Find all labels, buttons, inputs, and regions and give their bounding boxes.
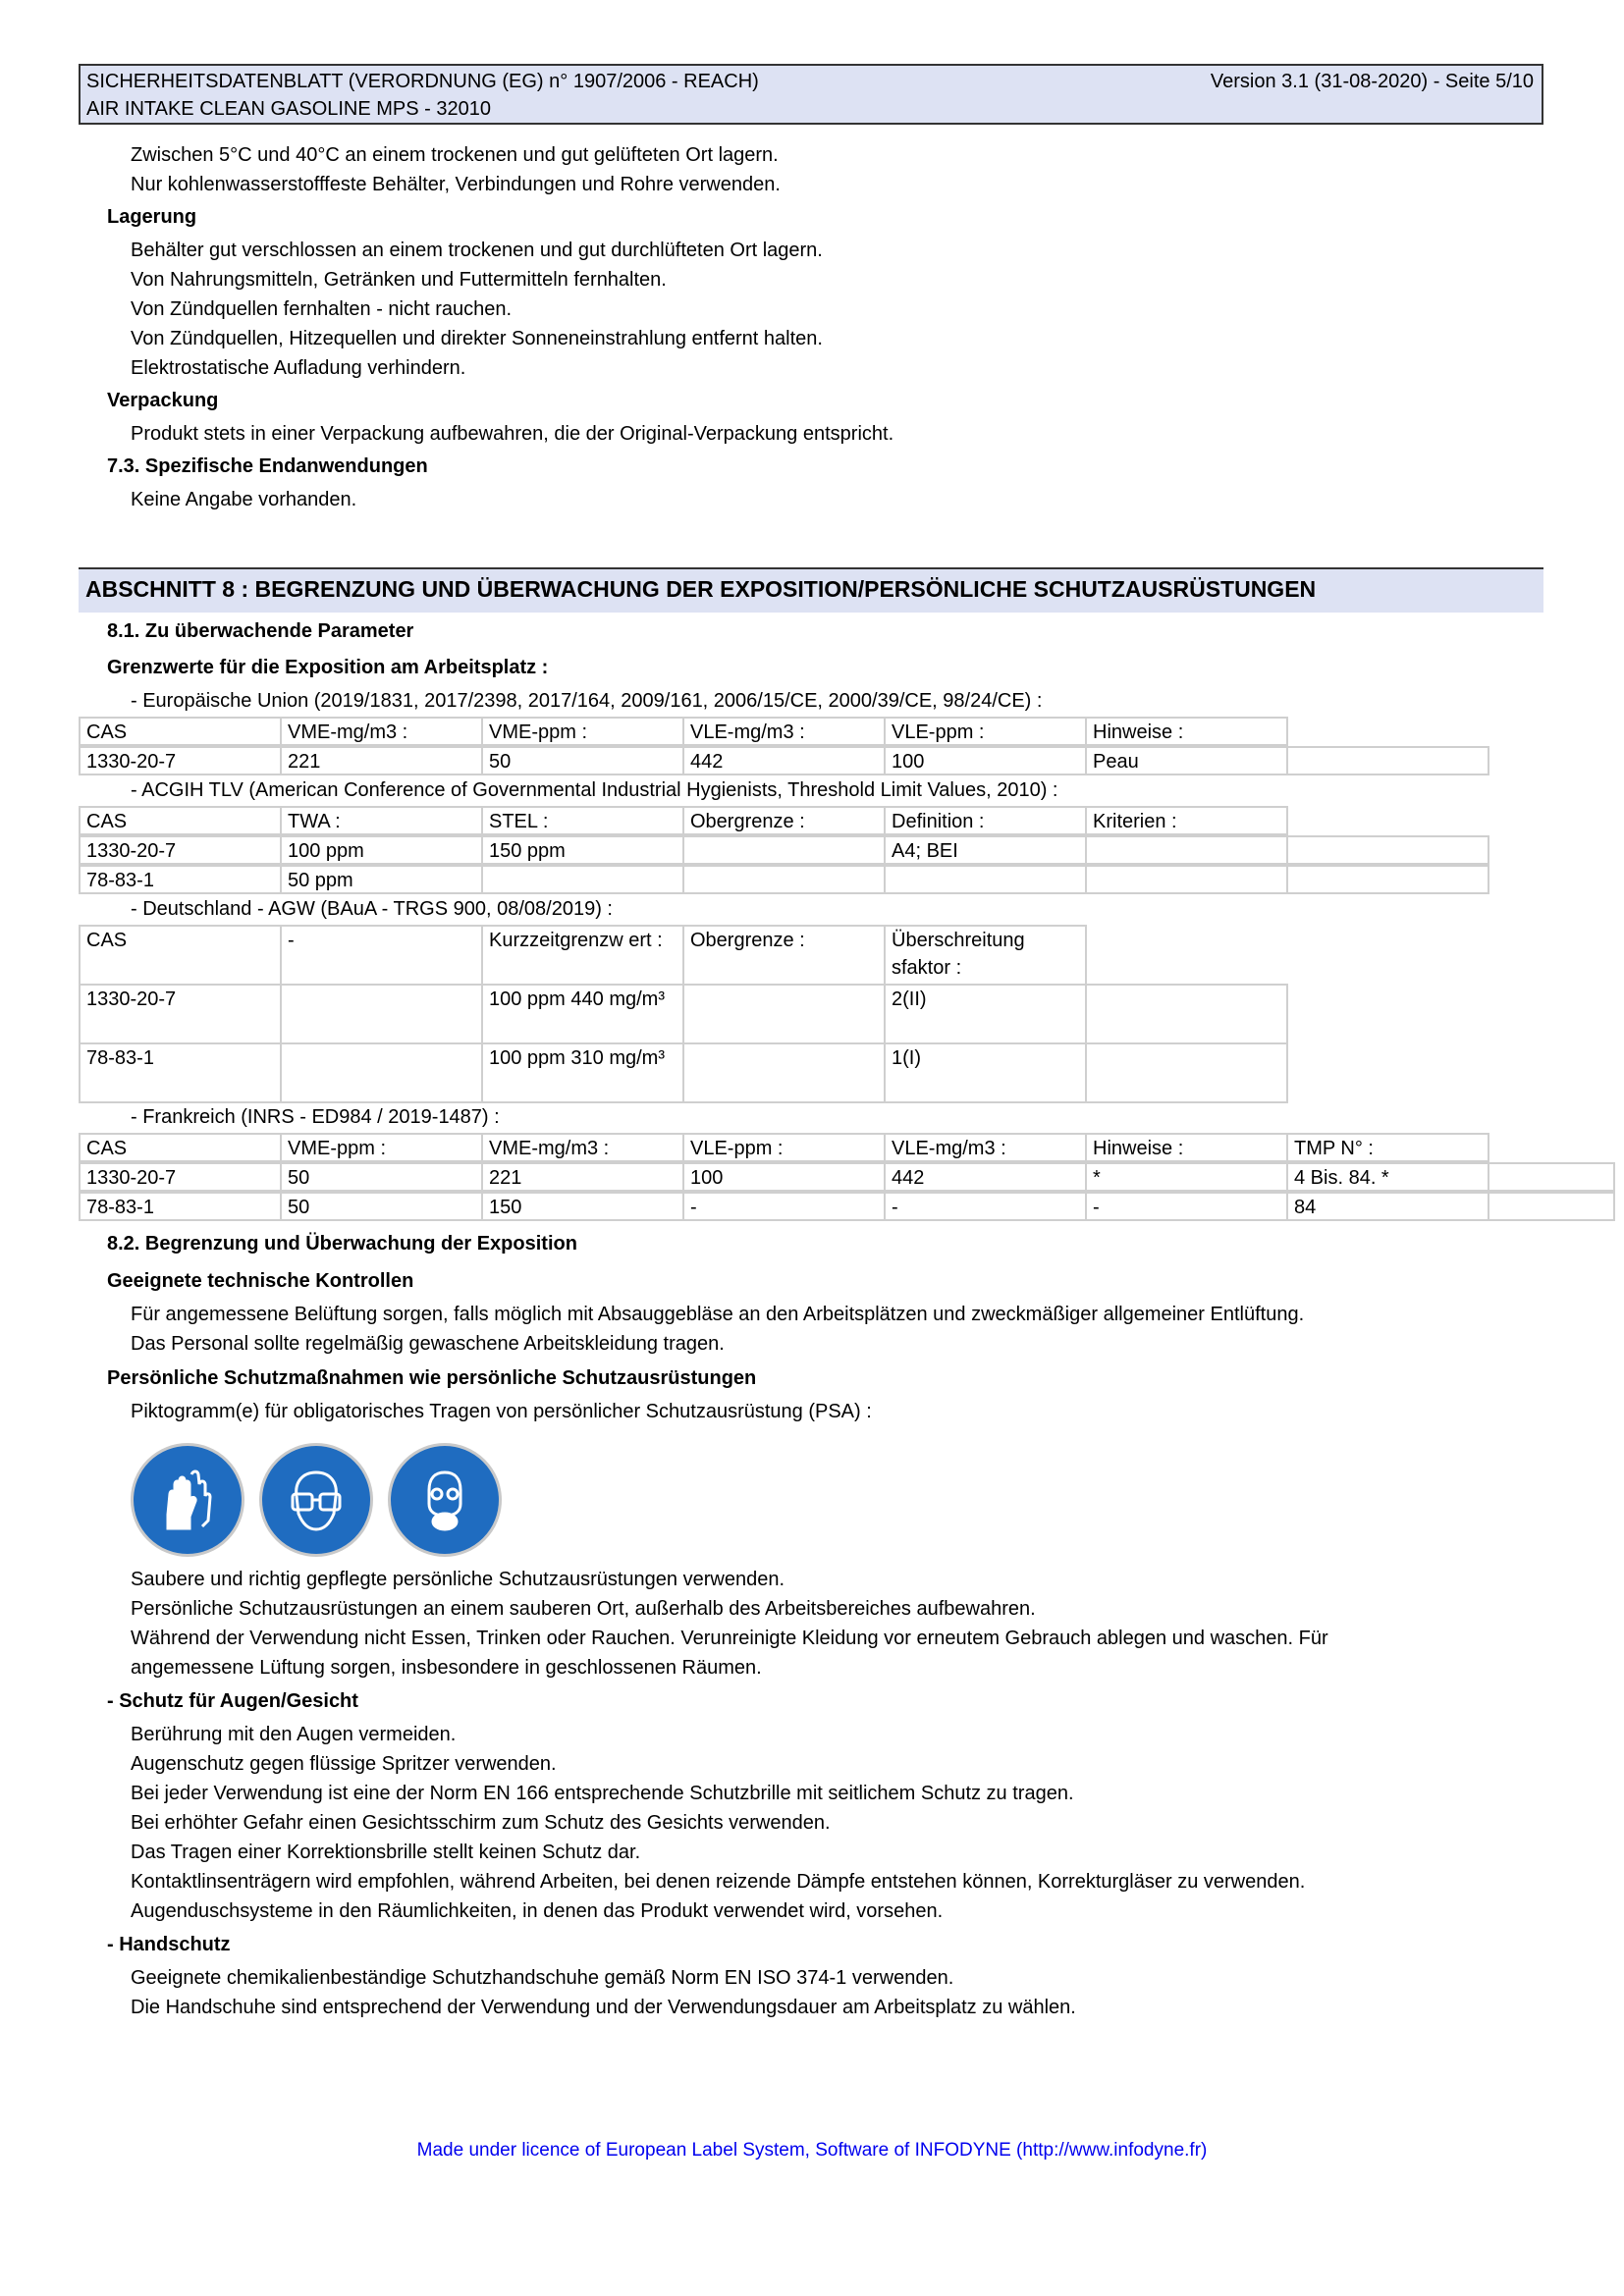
document-title: SICHERHEITSDATENBLATT (VERORDNUNG (EG) n° 1907/2006 - REACH) bbox=[86, 71, 759, 92]
table-cell bbox=[1488, 1192, 1615, 1221]
table-header-cell: Obergrenze : bbox=[682, 806, 886, 835]
table-header-cell: Kriterien : bbox=[1085, 806, 1288, 835]
table-cell bbox=[280, 1042, 483, 1103]
table-header-cell: CAS bbox=[79, 806, 282, 835]
body-line: Nur kohlenwasserstofffeste Behälter, Verbindungen und Rohre verwenden. bbox=[131, 174, 781, 195]
table-cell: 1330-20-7 bbox=[79, 835, 282, 865]
table-cell: 1330-20-7 bbox=[79, 984, 282, 1044]
eu-table-header bbox=[79, 717, 1288, 746]
body-line: Das Personal sollte regelmäßig gewaschene Arbeitskleidung tragen. bbox=[131, 1333, 725, 1355]
table-cell: A4; BEI bbox=[884, 835, 1087, 865]
body-line: Augenschutz gegen flüssige Spritzer verwenden. bbox=[131, 1753, 557, 1775]
section-8-header bbox=[79, 567, 1543, 613]
table-row bbox=[79, 835, 1489, 865]
table-cell: 78-83-1 bbox=[79, 1192, 282, 1221]
table-cell: 221 bbox=[481, 1162, 684, 1192]
table-cell: - bbox=[682, 1192, 886, 1221]
table-row bbox=[79, 1042, 1288, 1103]
table-cell bbox=[280, 984, 483, 1044]
table-cell: 1(I) bbox=[884, 1042, 1087, 1103]
subheading-persoenliche-schutzmassnahmen: Persönliche Schutzmaßnahmen wie persönliche Schutzausrüstungen bbox=[107, 1367, 757, 1389]
body-line: Geeignete chemikalienbeständige Schutzhandschuhe gemäß Norm EN ISO 374-1 verwenden. bbox=[131, 1967, 954, 1989]
table-caption-acgih: - ACGIH TLV (American Conference of Governmental Industrial Hygienists, Threshold Limit Values, 2010) : bbox=[131, 779, 1058, 801]
body-line: Kontaktlinsenträgern wird empfohlen, während Arbeiten, bei denen reizende Dämpfe entstehen können, Korrekturgläser zu verwenden. bbox=[131, 1871, 1306, 1893]
table-cell bbox=[1085, 1042, 1288, 1103]
table-row bbox=[79, 984, 1288, 1044]
table-cell: 100 bbox=[682, 1162, 886, 1192]
table-caption-germany: - Deutschland - AGW (BAuA - TRGS 900, 08/08/2019) : bbox=[131, 898, 613, 920]
ppe-pictograms bbox=[131, 1443, 502, 1557]
respirator-mask-icon bbox=[388, 1443, 502, 1557]
product-name: AIR INTAKE CLEAN GASOLINE MPS - 32010 bbox=[86, 98, 491, 120]
table-header-cell: Kurzzeitgrenzw ert : bbox=[481, 925, 684, 986]
body-line: Augenduschsysteme in den Räumlichkeiten, in denen das Produkt verwendet wird, vorsehen. bbox=[131, 1900, 944, 1922]
table-cell bbox=[481, 865, 684, 894]
table-cell bbox=[1085, 984, 1288, 1044]
germany-table-header bbox=[79, 925, 1087, 986]
body-line: Das Tragen einer Korrektionsbrille stellt keinen Schutz dar. bbox=[131, 1842, 641, 1863]
body-line: angemessene Lüftung sorgen, insbesondere in geschlossenen Räumen. bbox=[131, 1657, 762, 1679]
table-row bbox=[79, 746, 1489, 775]
table-cell bbox=[1085, 835, 1288, 865]
table-cell: 221 bbox=[280, 746, 483, 775]
table-header-cell: CAS bbox=[79, 717, 282, 746]
body-line: Elektrostatische Aufladung verhindern. bbox=[131, 357, 466, 379]
table-cell: 1330-20-7 bbox=[79, 1162, 282, 1192]
table-cell: 100 ppm bbox=[280, 835, 483, 865]
table-header-cell: Überschreitung sfaktor : bbox=[884, 925, 1087, 986]
table-header-cell: CAS bbox=[79, 1133, 282, 1162]
table-cell: 50 ppm bbox=[280, 865, 483, 894]
table-cell: 442 bbox=[884, 1162, 1087, 1192]
table-cell: 50 bbox=[280, 1192, 483, 1221]
safety-goggles-icon bbox=[259, 1443, 373, 1557]
table-row bbox=[79, 1162, 1615, 1192]
table-cell bbox=[1286, 835, 1489, 865]
table-header-cell: Hinweise : bbox=[1085, 717, 1288, 746]
body-line: Keine Angabe vorhanden. bbox=[131, 489, 357, 510]
table-cell bbox=[682, 865, 886, 894]
body-line: Von Zündquellen fernhalten - nicht rauchen. bbox=[131, 298, 513, 320]
table-header-cell: - bbox=[280, 925, 483, 986]
body-line: Berührung mit den Augen vermeiden. bbox=[131, 1724, 457, 1745]
table-cell bbox=[1488, 1162, 1615, 1192]
table-cell bbox=[1085, 865, 1288, 894]
table-header-cell: VLE-mg/m3 : bbox=[884, 1133, 1087, 1162]
table-header-cell: VME-ppm : bbox=[280, 1133, 483, 1162]
table-header-cell: STEL : bbox=[481, 806, 684, 835]
table-cell bbox=[1286, 865, 1489, 894]
table-cell: 100 bbox=[884, 746, 1087, 775]
table-header-cell: Hinweise : bbox=[1085, 1133, 1288, 1162]
table-cell bbox=[682, 835, 886, 865]
table-cell: 1330-20-7 bbox=[79, 746, 282, 775]
table-cell: Peau bbox=[1085, 746, 1288, 775]
document-header bbox=[79, 64, 1543, 125]
subheading-handschutz: - Handschutz bbox=[107, 1934, 231, 1955]
table-cell: 4 Bis. 84. * bbox=[1286, 1162, 1489, 1192]
body-line: Saubere und richtig gepflegte persönliche Schutzausrüstungen verwenden. bbox=[131, 1569, 785, 1590]
table-header-cell: VME-mg/m3 : bbox=[280, 717, 483, 746]
table-row bbox=[79, 865, 1489, 894]
table-cell: - bbox=[1085, 1192, 1288, 1221]
table-header-cell: Obergrenze : bbox=[682, 925, 886, 986]
table-header-cell: VLE-mg/m3 : bbox=[682, 717, 886, 746]
table-cell bbox=[1286, 746, 1489, 775]
table-cell bbox=[682, 984, 886, 1044]
body-line: Von Zündquellen, Hitzequellen und direkter Sonneneinstrahlung entfernt halten. bbox=[131, 328, 823, 349]
table-cell bbox=[682, 1042, 886, 1103]
gloves-icon bbox=[131, 1443, 244, 1557]
table-cell: * bbox=[1085, 1162, 1288, 1192]
table-header-cell: VLE-ppm : bbox=[884, 717, 1087, 746]
table-cell: 2(II) bbox=[884, 984, 1087, 1044]
table-header-cell: TWA : bbox=[280, 806, 483, 835]
subheading-technische-kontrollen: Geeignete technische Kontrollen bbox=[107, 1270, 414, 1292]
version-page-info: Version 3.1 (31-08-2020) - Seite 5/10 bbox=[1210, 71, 1534, 92]
table-header-cell: VME-mg/m3 : bbox=[481, 1133, 684, 1162]
body-line: Von Nahrungsmitteln, Getränken und Futtermitteln fernhalten. bbox=[131, 269, 667, 291]
body-line: Produkt stets in einer Verpackung aufbewahren, die der Original-Verpackung entspricht. bbox=[131, 423, 894, 445]
subheading-8-2: 8.2. Begrenzung und Überwachung der Exposition bbox=[107, 1233, 577, 1255]
table-cell: 100 ppm 440 mg/m³ bbox=[481, 984, 684, 1044]
subheading-8-1: 8.1. Zu überwachende Parameter bbox=[107, 620, 414, 642]
body-line: Für angemessene Belüftung sorgen, falls möglich mit Absauggebläse an den Arbeitsplätzen und zweckmäßiger allgemeiner Entlüftung. bbox=[131, 1304, 1305, 1325]
body-line: Behälter gut verschlossen an einem trockenen und gut durchlüfteten Ort lagern. bbox=[131, 240, 823, 261]
table-cell: - bbox=[884, 1192, 1087, 1221]
body-line: Bei erhöhter Gefahr einen Gesichtsschirm zum Schutz des Gesichts verwenden. bbox=[131, 1812, 831, 1834]
pictogram-caption: Piktogramm(e) für obligatorisches Tragen von persönlicher Schutzausrüstung (PSA) : bbox=[131, 1401, 872, 1422]
table-header-cell: VLE-ppm : bbox=[682, 1133, 886, 1162]
table-cell: 150 bbox=[481, 1192, 684, 1221]
body-line: Bei jeder Verwendung ist eine der Norm EN 166 entsprechende Schutzbrille mit seitlichem Schutz zu tragen. bbox=[131, 1783, 1074, 1804]
table-cell: 442 bbox=[682, 746, 886, 775]
table-header-cell: TMP N° : bbox=[1286, 1133, 1489, 1162]
table-header-cell: VME-ppm : bbox=[481, 717, 684, 746]
subheading-augenschutz: - Schutz für Augen/Gesicht bbox=[107, 1690, 358, 1712]
table-cell: 78-83-1 bbox=[79, 865, 282, 894]
footer-licence-link[interactable]: Made under licence of European Label System, Software of INFODYNE (http://www.infodyne.fr) bbox=[416, 2140, 1208, 2161]
table-caption-eu: - Europäische Union (2019/1831, 2017/2398, 2017/164, 2009/161, 2006/15/CE, 2000/39/CE, 98/24/CE) : bbox=[131, 690, 1043, 712]
body-line: Persönliche Schutzausrüstungen an einem sauberen Ort, außerhalb des Arbeitsbereiches aufbewahren. bbox=[131, 1598, 1036, 1620]
table-cell: 78-83-1 bbox=[79, 1042, 282, 1103]
section-8-title: ABSCHNITT 8 : BEGRENZUNG UND ÜBERWACHUNG DER EXPOSITION/PERSÖNLICHE SCHUTZAUSRÜSTUNGEN bbox=[85, 576, 1317, 602]
subheading-verpackung: Verpackung bbox=[107, 390, 219, 411]
france-table-header bbox=[79, 1133, 1489, 1162]
table-row bbox=[79, 1192, 1615, 1221]
body-line: Die Handschuhe sind entsprechend der Verwendung und der Verwendungsdauer am Arbeitsplatz zu wählen. bbox=[131, 1997, 1076, 2018]
table-caption-france: - Frankreich (INRS - ED984 / 2019-1487) : bbox=[131, 1106, 500, 1128]
body-line: Während der Verwendung nicht Essen, Trinken oder Rauchen. Verunreinigte Kleidung vor erneutem Gebrauch ablegen und waschen. Für bbox=[131, 1628, 1328, 1649]
subheading-grenzwerte: Grenzwerte für die Exposition am Arbeitsplatz : bbox=[107, 657, 549, 678]
subheading-lagerung: Lagerung bbox=[107, 206, 197, 228]
table-cell: 84 bbox=[1286, 1192, 1489, 1221]
table-cell: 50 bbox=[481, 746, 684, 775]
table-header-cell: CAS bbox=[79, 925, 282, 986]
subheading-endanwendungen: 7.3. Spezifische Endanwendungen bbox=[107, 455, 428, 477]
table-cell: 50 bbox=[280, 1162, 483, 1192]
acgih-table-header bbox=[79, 806, 1288, 835]
table-cell: 100 ppm 310 mg/m³ bbox=[481, 1042, 684, 1103]
body-line: Zwischen 5°C und 40°C an einem trockenen und gut gelüfteten Ort lagern. bbox=[131, 144, 779, 166]
table-header-cell: Definition : bbox=[884, 806, 1087, 835]
table-cell: 150 ppm bbox=[481, 835, 684, 865]
table-cell bbox=[884, 865, 1087, 894]
